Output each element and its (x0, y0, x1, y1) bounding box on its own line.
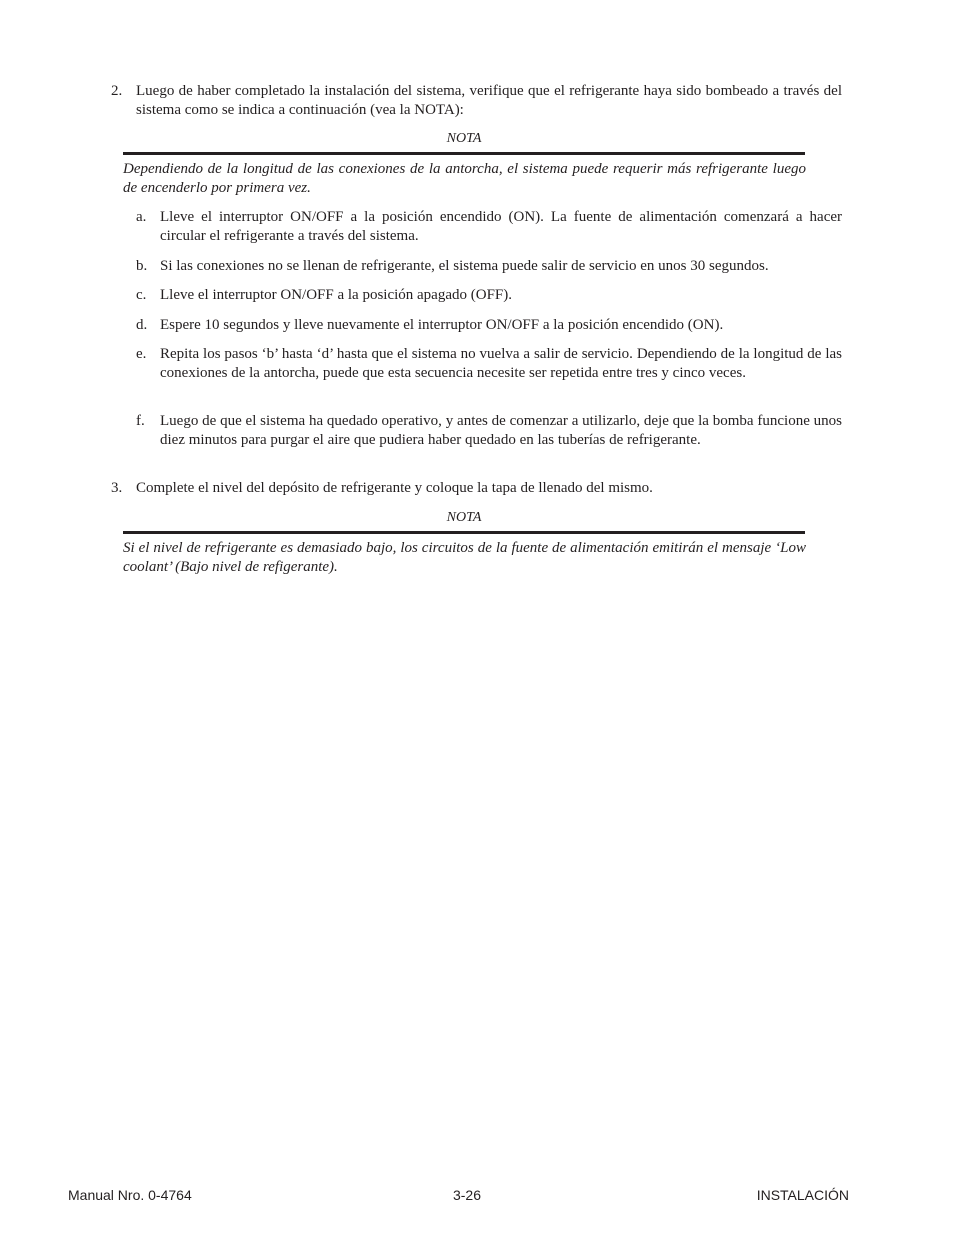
step-2 (111, 82, 842, 120)
step-number: 2. (111, 83, 123, 99)
step-text: Complete el nivel del depósito de refrigerante y coloque la tapa de llenado del mismo. (136, 480, 653, 496)
note-text: Si el nivel de refrigerante es demasiado bajo, los circuitos de la fuente de alimentación emitirán el mensaje ‘Low coolant’ (Bajo nivel de refigerante). (123, 540, 806, 575)
substep-letter: c. (136, 287, 147, 303)
note-heading: NOTA (123, 130, 805, 155)
step-number: 3. (111, 480, 123, 496)
footer-page-number: 3-26 (452, 1187, 482, 1203)
substep-letter: d. (136, 317, 148, 333)
substep-a (136, 208, 842, 246)
substep-text: Espere 10 segundos y lleve nuevamente el interruptor ON/OFF a la posición encendido (ON). (160, 317, 724, 333)
substep-letter: e. (136, 346, 147, 362)
substep-text: Lleve el interruptor ON/OFF a la posición encendido (ON). La fuente de alimentación comenzará a hacer circular el refrigerante a través del sistema. (160, 209, 842, 244)
substep-f (136, 412, 842, 450)
substep-e (136, 345, 842, 383)
step-3 (111, 479, 842, 498)
substep-text: Si las conexiones no se llenan de refrigerante, el sistema puede salir de servicio en unos 30 segundos. (160, 258, 769, 274)
footer-section-title: INSTALACIÓN (756, 1187, 849, 1203)
substep-letter: a. (136, 209, 147, 225)
substep-text: Luego de que el sistema ha quedado operativo, y antes de comenzar a utilizarlo, deje que la bomba funcione unos diez minutos para purgar el aire que pudiera haber quedado en las tuberías de refrigerante. (160, 413, 842, 448)
note-text: Dependiendo de la longitud de las conexiones de la antorcha, el sistema puede requerir más refrigerante luego de encenderlo por primera vez. (123, 161, 806, 196)
substep-letter: b. (136, 258, 148, 274)
substep-b (136, 257, 850, 276)
substep-d (136, 316, 842, 335)
substep-letter: f. (136, 413, 145, 429)
substep-text: Lleve el interruptor ON/OFF a la posición apagado (OFF). (160, 287, 513, 303)
note-heading: NOTA (123, 509, 805, 534)
substep-text: Repita los pasos ‘b’ hasta ‘d’ hasta que el sistema no vuelva a salir de servicio. Dependiendo de la longitud de las conexiones de la antorcha, puede que esta secuencia necesite ser repetida entre tres y cinco veces. (160, 346, 842, 381)
substep-c (136, 286, 842, 305)
step-text: Luego de haber completado la instalación del sistema, verifique que el refrigerante haya sido bombeado a través del sistema como se indica a continuación (vea la NOTA): (136, 83, 842, 118)
footer-manual-number: Manual Nro. 0-4764 (68, 1187, 192, 1203)
